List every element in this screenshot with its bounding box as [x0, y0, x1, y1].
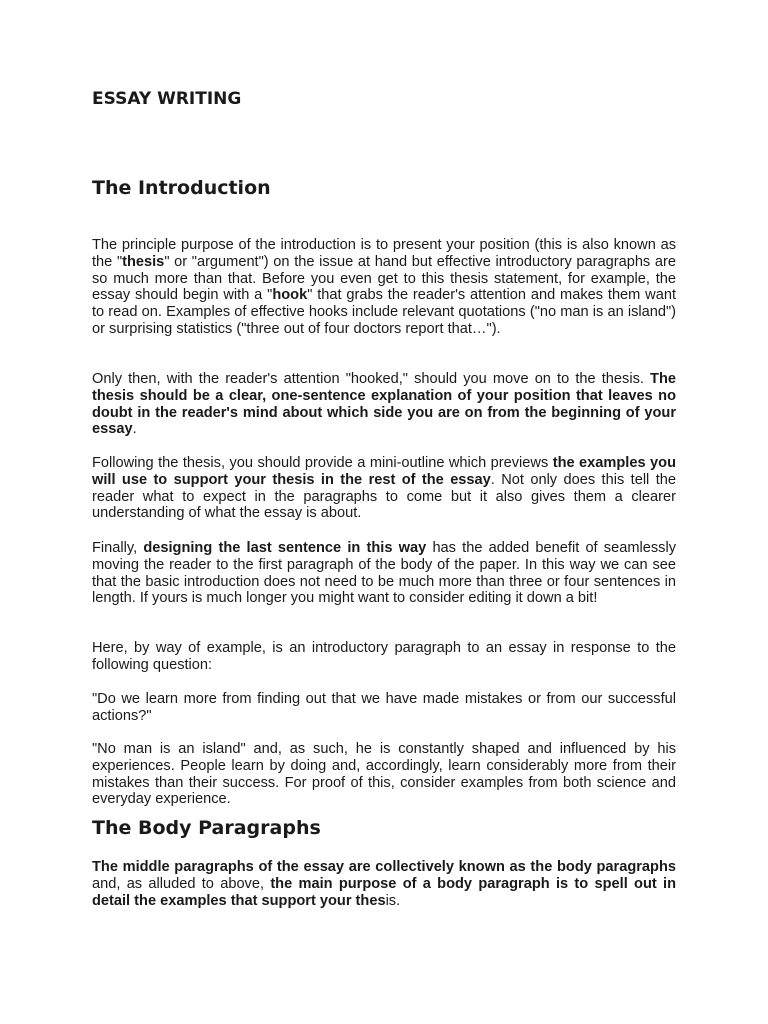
bold-text: designing the last sentence in this way [143, 540, 427, 556]
text-run: "Do we learn more from finding out that we have made mistakes or from our successful actions?" [92, 691, 676, 724]
bold-text: the main purpose of a body paragraph is to spell out in detail the examples that support your thes [92, 875, 676, 909]
section-heading-body-paragraphs: The Body Paragraphs [92, 817, 321, 839]
section-heading-introduction: The Introduction [92, 177, 271, 199]
paragraph-example-intro [92, 640, 676, 674]
document-title: ESSAY WRITING [92, 89, 242, 109]
text-run: Here, by way of example, is an introductory paragraph to an essay in response to the following question: [92, 640, 676, 673]
text-run: . [132, 421, 137, 438]
text-run: and, as alluded to above, [92, 875, 271, 892]
text-run: Finally, [92, 540, 144, 556]
bold-text: The thesis should be a clear, one-sentence explanation of your position that leaves no doubt in the reader's mind about which side you are on from the beginning of your essay [92, 371, 676, 438]
text-run: has the added benefit of seamlessly moving the reader to the first paragraph of the body of the paper. In this way we can see that the basic introduction does not need to be much more than three or four sentences in length. If yours is much longer you might want to consider editing it down a bit! [92, 540, 676, 607]
paragraph-intro-purpose [92, 237, 676, 338]
bold-text: the examples you will use to support your thesis in the rest of the essay [92, 455, 676, 488]
bold-text: hook [272, 287, 308, 304]
paragraph-example [92, 741, 676, 808]
paragraph-thesis [92, 371, 676, 438]
paragraph-question [92, 691, 676, 725]
bold-text: thesis [122, 253, 165, 270]
text-run: is. [385, 892, 401, 909]
paragraph-last-sentence [92, 540, 676, 607]
text-run: "No man is an island" and, as such, he is constantly shaped and influenced by his experiences. People learn by doing and, accordingly, learn considerably more from their mistakes than their success. For proof of this, consider examples from both science and everyday experience. [92, 741, 676, 808]
text-run: The principle purpose of the introduction is to present your position (this is also known as the " [92, 237, 676, 270]
text-run: " or "argument") on the issue at hand but effective introductory paragraphs are so much more than that. Before you even get to this thesis statement, for example, the essay should begin with a " [92, 253, 676, 304]
paragraph-mini-outline [92, 455, 676, 522]
text-run: Following the thesis, you should provide a mini-outline which previews [92, 455, 553, 471]
text-run: . Not only does this tell the reader what to expect in the paragraphs to come but it also gives them a clearer understanding of what the essay is about. [92, 471, 676, 522]
text-run: Only then, with the reader's attention "hooked," should you move on to the thesis. [92, 371, 651, 387]
paragraph-body-purpose [92, 859, 676, 909]
bold-text: The middle paragraphs of the essay are collectively known as the body paragraphs [92, 859, 676, 875]
text-run: " that grabs the reader's attention and makes them want to read on. Examples of effective hooks include relevant quotations ("no man is an island") or surprising statistics ("three out of four doctors report that…"). [92, 287, 677, 337]
